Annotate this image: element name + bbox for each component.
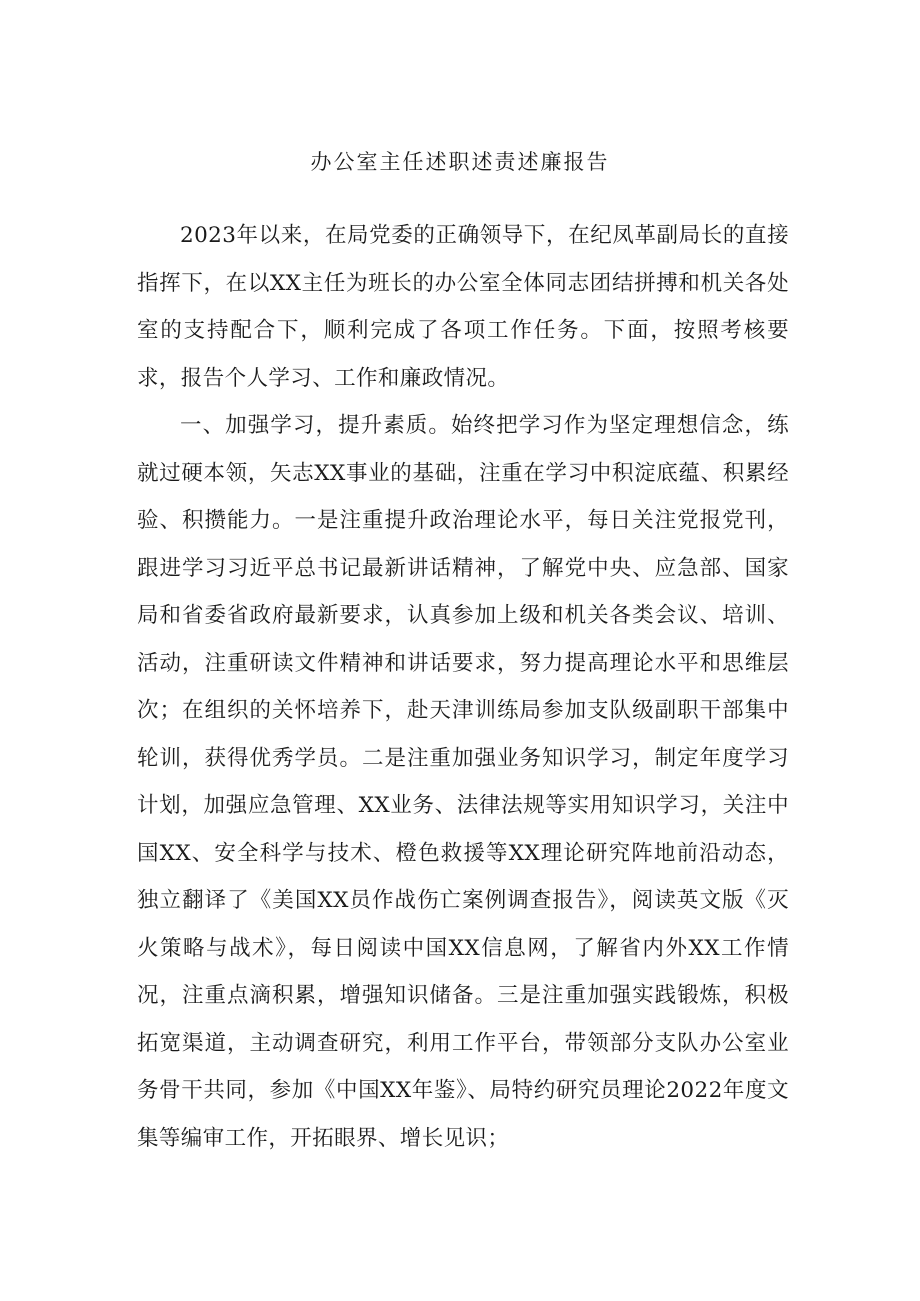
paragraph-section-1: 一、加强学习，提升素质。始终把学习作为坚定理想信念，练就过硬本领，矢志XX事业的基础，注重在学习中积淀底蕴、积累经验、积攒能力。一是注重提升政治理论水平，每日关注党报党刊，跟进学习习近平总书记最新讲话精神，了解党中央、应急部、国家局和省委省政府最新要求，认真参加上级和机关各类会议、培训、活动，注重研读文件精神和讲话要求，努力提高理论水平和思维层次；在组织的关怀培养下，赴天津训练局参加支队级副职干部集中轮训，获得优秀学员。二是注重加强业务知识学习，制定年度学习计划，加强应急管理、XX业务、法律法规等实用知识学习，关注中国XX、安全科学与技术、橙色救援等XX理论研究阵地前沿动态，独立翻译了《美国XX员作战伤亡案例调查报告》，阅读英文版《灭火策略与战术》，每日阅读中国XX信息网，了解省内外XX工作情况，注重点滴积累，增强知识储备。三是注重加强实践锻炼，积极拓宽渠道，主动调查研究，利用工作平台，带领部分支队办公室业务骨干共同，参加《中国XX年鉴》、局特约研究员理论2022年度文集等编审工作，开拓眼界、增长见识； — [137, 413, 789, 1151]
document-title: 办公室主任述职述责述廉报告 — [310, 150, 610, 174]
paragraph-intro: 2023年以来，在局党委的正确领导下，在纪凤革副局长的直接指挥下，在以XX主任为班长的办公室全体同志团结拼搏和机关各处室的支持配合下，顺利完成了各项工作任务。下面，按照考核要求，报告个人学习、工作和廉政情况。 — [137, 223, 789, 391]
document-body — [137, 212, 789, 1162]
